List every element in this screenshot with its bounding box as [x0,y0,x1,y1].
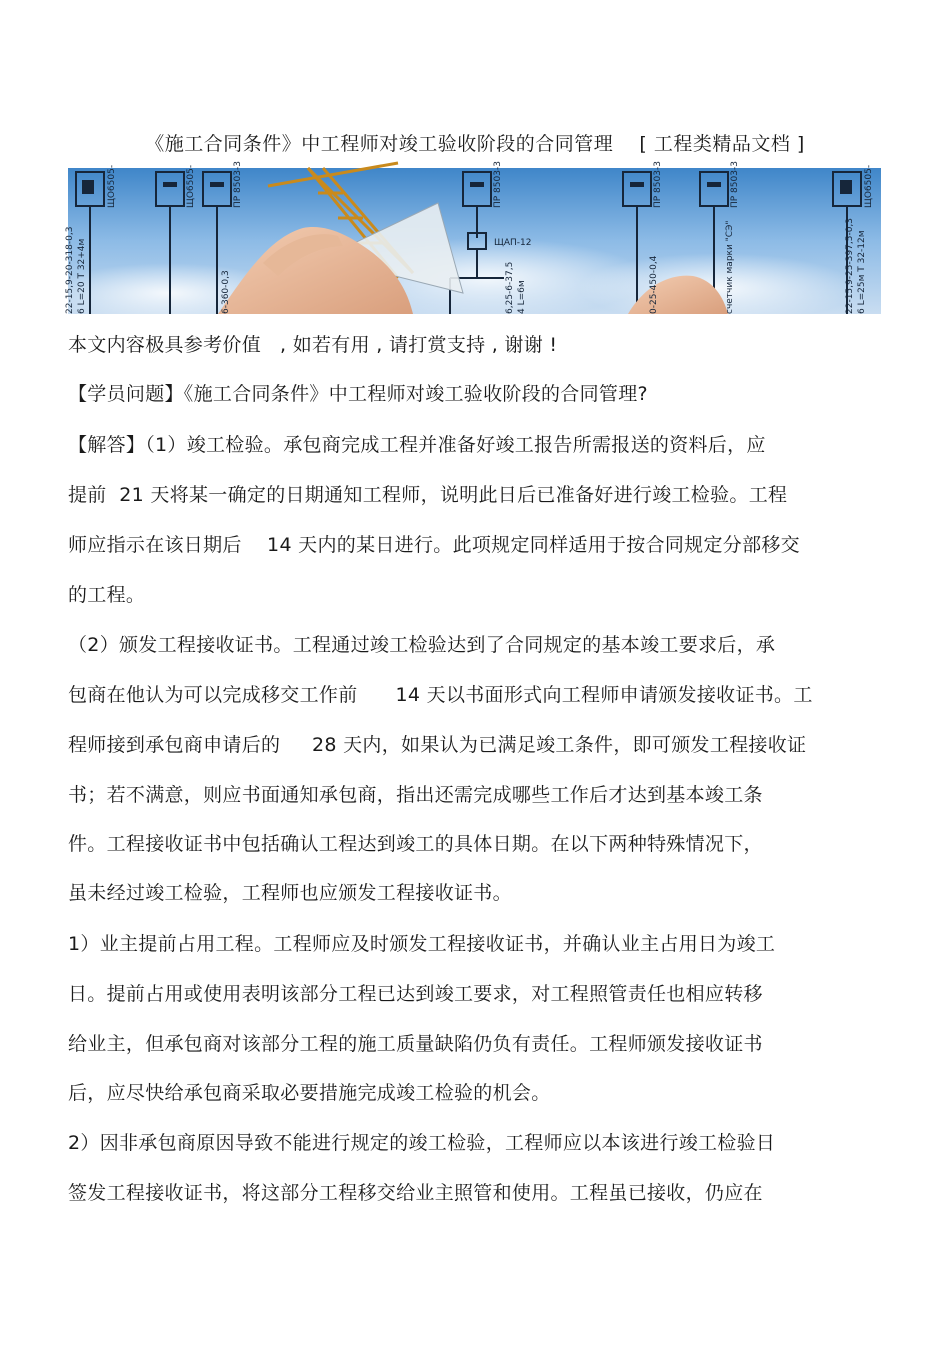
body-line: 【解答】（1）竣工检验。承包商完成工程并准备好竣工报告所需报送的资料后，应 [68,434,766,456]
body-line: 虽未经过竣工检验，工程师也应颁发工程接收证书。 [68,882,512,904]
banner-label: 0-25-450-0,4 [649,255,659,314]
body-line: 日。提前占用或使用表明该部分工程已达到竣工要求，对工程照管责任也相应转移 [68,983,763,1005]
banner-label: 6,25-6-37,5 [505,261,515,314]
body-line: 程师接到承包商申请后的 28 天内，如果认为已满足竣工条件，即可颁发工程接收证 [68,734,807,756]
banner-label: 4 L=6м [517,280,527,314]
banner-label: счетчик марки "СЭ" [725,220,735,314]
banner-label: ЩО6505- [107,164,117,208]
banner-image [65,161,881,314]
document-title: 《施工合同条件》中工程师对竣工验收阶段的合同管理 [ 工程类精品文档 ] [145,133,805,155]
banner-label: ПР 8503-3 [730,161,740,208]
banner-label: ПР 8503-3 [233,161,243,208]
banner-label: 6 L=20 T 32+4м [77,238,87,314]
banner-label: 6-360-0,3 [221,270,231,314]
body-line: 书；若不满意，则应书面通知承包商，指出还需完成哪些工作后才达到基本竣工条 [68,784,763,806]
body-line: 2）因非承包商原因导致不能进行规定的竣工检验，工程师应以本该进行竣工检验日 [68,1132,776,1154]
body-line: 师应指示在该日期后 14 天内的某日进行。此项规定同样适用于按合同规定分部移交 [68,534,800,556]
body-line: 的工程。 [68,584,146,606]
banner-label: ЩО6505- [864,164,874,208]
banner-label: 22-15,9-20-318-0,3 [65,226,75,314]
banner-label: ПР 8503-3 [653,161,663,208]
body-line: 本文内容极具参考价值 , 如若有用 , 请打赏支持 , 谢谢 ! [68,334,558,356]
banner-label: ПР 8503-3 [493,161,503,208]
body-line: 提前 21 天将某一确定的日期通知工程师，说明此日后已准备好进行竣工检验。工程 [68,484,788,506]
body-line: 给业主，但承包商对该部分工程的施工质量缺陷仍负有责任。工程师颁发接收证书 [68,1033,763,1055]
body-line: 签发工程接收证书，将这部分工程移交给业主照管和使用。工程虽已接收，仍应在 [68,1182,763,1204]
body-line: 1）业主提前占用工程。工程师应及时颁发工程接收证书，并确认业主占用日为竣工 [68,933,776,955]
body-line: 件。工程接收证书中包括确认工程达到竣工的具体日期。在以下两种特殊情况下， [68,833,763,855]
banner-label: 22-15,9-25-397,5-0,3 [845,217,855,314]
body-line: （2）颁发工程接收证书。工程通过竣工检验达到了合同规定的基本竣工要求后，承 [68,634,776,656]
body-line: 后，应尽快给承包商采取必要措施完成竣工检验的机会。 [68,1082,551,1104]
banner-label: ЩО6505- [186,164,196,208]
body-line: 包商在他认为可以完成移交工作前 14 天以书面形式向工程师申请颁发接收证书。工 [68,684,813,706]
banner-label: 6 L=25м T 32-12м [857,230,867,314]
body-line: 【学员问题】《施工合同条件》中工程师对竣工验收阶段的合同管理? [68,383,648,405]
banner-label: ЩАП-12 [494,238,532,248]
